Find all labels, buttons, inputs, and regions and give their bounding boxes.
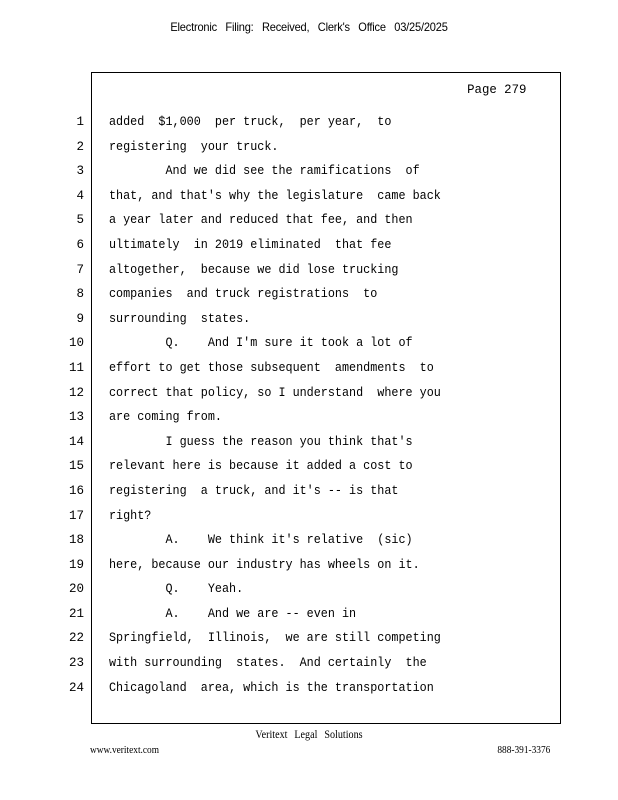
line-number: 9 [76, 311, 84, 326]
line-number: 22 [68, 631, 84, 646]
line-number: 5 [76, 213, 84, 228]
transcript-line: Chicagoland area, which is the transportation [109, 679, 434, 695]
transcript-line: altogether, because we did lose trucking [109, 261, 399, 277]
footer-website: www.veritext.com [90, 744, 159, 756]
transcript-line: with surrounding states. And certainly the [109, 655, 427, 671]
line-number: 1 [76, 115, 84, 129]
transcript-line: And we did see the ramifications of [109, 163, 420, 179]
line-number: 12 [68, 385, 84, 400]
line-number: 2 [76, 139, 84, 154]
transcript-line: here, because our industry has wheels on it. [109, 556, 420, 572]
transcript-line: A. And we are -- even in [109, 605, 357, 621]
transcript-line: companies and truck registrations to [109, 286, 378, 302]
transcript-line: correct that policy, so I understand where you [109, 384, 441, 400]
transcript-line: I guess the reason you think that's [109, 433, 413, 449]
footer-phone: 888-391-3376 [497, 744, 550, 756]
line-number: 6 [76, 237, 84, 252]
line-number: 14 [68, 434, 84, 449]
line-number: 17 [68, 508, 84, 523]
line-number: 8 [76, 287, 84, 302]
line-number: 4 [76, 188, 84, 203]
line-number: 15 [68, 459, 84, 474]
line-number: 23 [68, 656, 84, 671]
transcript-line: registering a truck, and it's -- is that [109, 482, 399, 498]
transcript-line: ultimately in 2019 eliminated that fee [109, 236, 392, 252]
transcript-line: A. We think it's relative (sic) [109, 532, 413, 548]
line-number: 24 [68, 680, 84, 695]
line-number: 16 [68, 483, 84, 498]
transcript-line: relevant here is because it added a cost to [109, 458, 413, 474]
line-number: 19 [68, 557, 84, 572]
transcript-line: a year later and reduced that fee, and then [109, 212, 413, 228]
line-number: 7 [76, 262, 84, 277]
line-number: 3 [76, 164, 84, 179]
line-number: 10 [68, 336, 84, 351]
transcript-line: right? [109, 507, 152, 523]
line-number: 18 [68, 533, 84, 548]
line-number: 11 [68, 360, 84, 375]
transcript-text [109, 112, 549, 702]
footer-company: Veritext Legal Solutions [255, 729, 363, 741]
line-number-column [62, 112, 84, 702]
transcript-line: effort to get those subsequent amendments to [109, 359, 434, 375]
transcript-line: registering your truck. [109, 138, 279, 154]
transcript-line: surrounding states. [109, 310, 251, 326]
line-number: 21 [68, 606, 84, 621]
page-number: Page 279 [466, 82, 526, 97]
transcript-line: that, and that's why the legislature came back [109, 187, 441, 203]
transcript-line: Springfield, Illinois, we are still competing [109, 630, 441, 646]
filing-stamp-header: Electronic Filing: Received, Clerk's Office 03/25/2025 [170, 20, 448, 34]
transcript-line: Q. And I'm sure it took a lot of [109, 335, 413, 351]
transcript-line: are coming from. [109, 409, 222, 425]
transcript-line: Q. Yeah. [109, 581, 244, 597]
transcript-line: added $1,000 per truck, per year, to [109, 114, 392, 129]
line-number: 20 [68, 582, 84, 597]
line-number: 13 [68, 410, 84, 425]
